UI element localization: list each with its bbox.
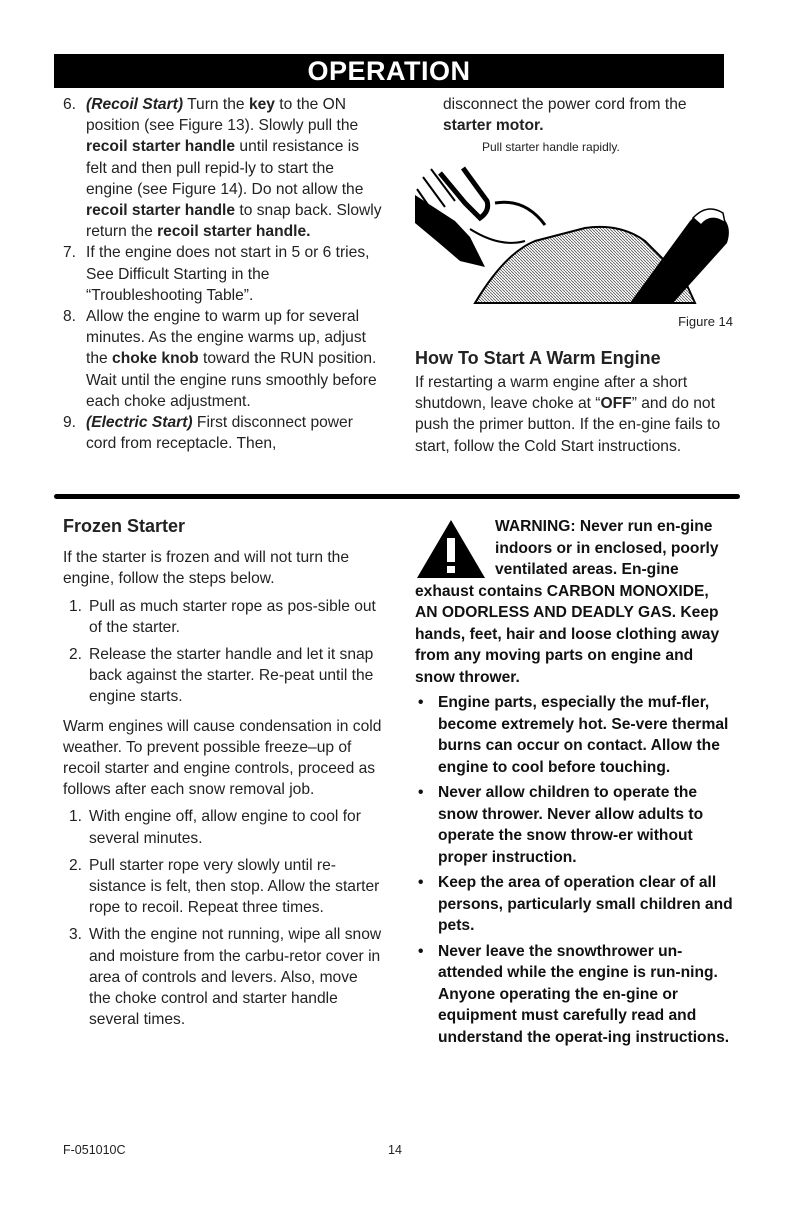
warning-bullet <box>415 872 733 937</box>
warning-bullet <box>415 692 733 778</box>
figure-label: Figure 14 <box>678 313 733 329</box>
frozen-step <box>63 924 383 1030</box>
frozen-intro: If the starter is frozen and will not turn the engine, follow the steps below. <box>63 549 350 588</box>
warm-text: ” and do not push the primer button. If the en-gine fails to start, follow the Cold Start instructions. <box>415 395 721 455</box>
section-banner <box>54 54 724 88</box>
warm-text: If restarting a warm engine after a short shutdown, leave choke at “ <box>415 374 688 413</box>
step-text: If the engine does not start in 5 or 6 tries, See Difficult Starting in the “Troubleshooting Table”. <box>86 244 370 304</box>
frozen-steps-b <box>63 806 383 1030</box>
warning-bullet <box>415 941 733 1049</box>
step-bold: recoil starter handle. <box>157 223 311 241</box>
section-divider <box>54 494 740 499</box>
frozen-starter-section <box>63 516 383 1030</box>
page-number: 14 <box>388 1143 402 1157</box>
step-9 <box>63 412 383 454</box>
step-8 <box>63 306 383 412</box>
step-text: Pull as much starter rope as pos-sible out of the starter. <box>89 597 376 636</box>
step-number: 6. <box>63 96 77 113</box>
step-text: to the ON position (see Figure 13). Slowly pull the <box>86 96 359 135</box>
step-number: 2. <box>69 646 83 664</box>
warning-triangle-icon <box>415 518 487 580</box>
step-text: Pull starter rope very slowly until re-sistance is felt, then stop. Allow the starter rope to recoil. Repeat three times. <box>89 856 380 917</box>
bullet-dot: • <box>418 874 424 891</box>
warning-section <box>415 516 733 1048</box>
frozen-steps-a <box>63 596 383 708</box>
step-6 <box>63 94 383 242</box>
step-number: 7. <box>63 244 77 262</box>
continued-text: disconnect the power cord from the <box>443 96 687 113</box>
warning-lead: WARNING: Never run en-gine indoors or in enclosed, poorly ventilated areas. En-gine exhaust contains CARBON MONOXIDE, AN ODORLESS AND DEADLY GAS. Keep hands, feet, hair and loose clothing away from any moving parts on engine and snow thrower. <box>415 518 720 686</box>
step-text: Release the starter handle and let it snap back against the starter. Re-peat until the engine starts. <box>89 646 374 706</box>
bullet-text: Engine parts, especially the muf-fler, become extremely hot. Se-vere thermal burns can occur on contact. Allow the engine to cool before touching. <box>438 694 729 776</box>
step-number: 3. <box>69 926 83 944</box>
step-number: 1. <box>69 808 83 826</box>
step-number: 2. <box>69 856 83 874</box>
frozen-step <box>63 596 383 638</box>
right-column <box>415 94 735 457</box>
warning-bullets <box>415 692 733 1048</box>
warm-bold: OFF <box>600 395 632 413</box>
step-text: First disconnect power cord from receptacle. Then, <box>86 414 353 453</box>
frozen-step <box>63 644 383 708</box>
bullet-text: Keep the area of operation clear of all persons, particularly small children and pets. <box>438 874 733 934</box>
step-7 <box>63 242 383 306</box>
cable-lines <box>495 202 545 225</box>
section-title: OPERATION <box>307 56 471 86</box>
step-emphasis: (Electric Start) <box>86 414 193 432</box>
figure-14-illustration <box>415 163 733 311</box>
step-number: 9. <box>63 414 77 432</box>
frozen-step <box>63 855 383 919</box>
bullet-dot: • <box>418 694 424 711</box>
step-number: 1. <box>69 597 83 615</box>
figure-caption: Pull starter handle rapidly. <box>482 140 620 155</box>
step-text: With the engine not running, wipe all snow and moisture from the carbu-retor cover in area of controls and levers. Also, move the choke control and starter handle several times. <box>89 926 382 1029</box>
warning-bullet <box>415 782 733 868</box>
step-text: to snap back. Slowly return the <box>86 202 382 241</box>
condensation-paragraph: Warm engines will cause condensation in cold weather. To prevent possible freeze–up of recoil starter and engine controls, proceed as follows after each snow removal job. <box>63 717 382 799</box>
bullet-text: Never allow children to operate the snow thrower. Never allow adults to operate the snow throw-er without proper instruction. <box>438 784 704 866</box>
step-emphasis: (Recoil Start) <box>86 96 184 113</box>
bullet-text: Never leave the snowthrower un-attended while the engine is run-ning. Anyone operating the en-gine or equipment must carefully read and understand the operat-ing instructions. <box>438 942 730 1046</box>
warm-engine-text <box>415 372 735 457</box>
bullet-dot: • <box>418 942 424 960</box>
step-text: With engine off, allow engine to cool for several minutes. <box>89 808 361 847</box>
step-bold: recoil starter handle <box>86 138 236 156</box>
step-text: Allow the engine to warm up for several minutes. As the engine warms up, adjust the <box>86 308 366 368</box>
warm-engine-heading: How To Start A Warm Engine <box>415 347 661 368</box>
step-9-continued <box>415 94 735 136</box>
step-bold: recoil starter handle <box>86 202 236 220</box>
frozen-starter-heading: Frozen Starter <box>63 516 186 536</box>
starter-handle <box>440 168 488 218</box>
step-text: Turn the <box>183 96 249 113</box>
step-text: until resistance is felt and then pull repid-ly to start the engine (see Figure 14). Do not allow the <box>86 138 364 198</box>
step-bold: choke knob <box>112 350 199 368</box>
step-bold: key <box>248 96 275 113</box>
step-number: 8. <box>63 308 77 326</box>
document-code: F-051010C <box>63 1143 126 1157</box>
step-text: toward the RUN position. Wait until the engine runs smoothly before each choke adjustment. <box>86 350 377 410</box>
continued-bold: starter motor. <box>443 117 544 135</box>
steps-column <box>63 94 383 454</box>
frozen-step <box>63 806 383 848</box>
starter-cord <box>470 229 525 243</box>
bullet-dot: • <box>418 784 424 801</box>
